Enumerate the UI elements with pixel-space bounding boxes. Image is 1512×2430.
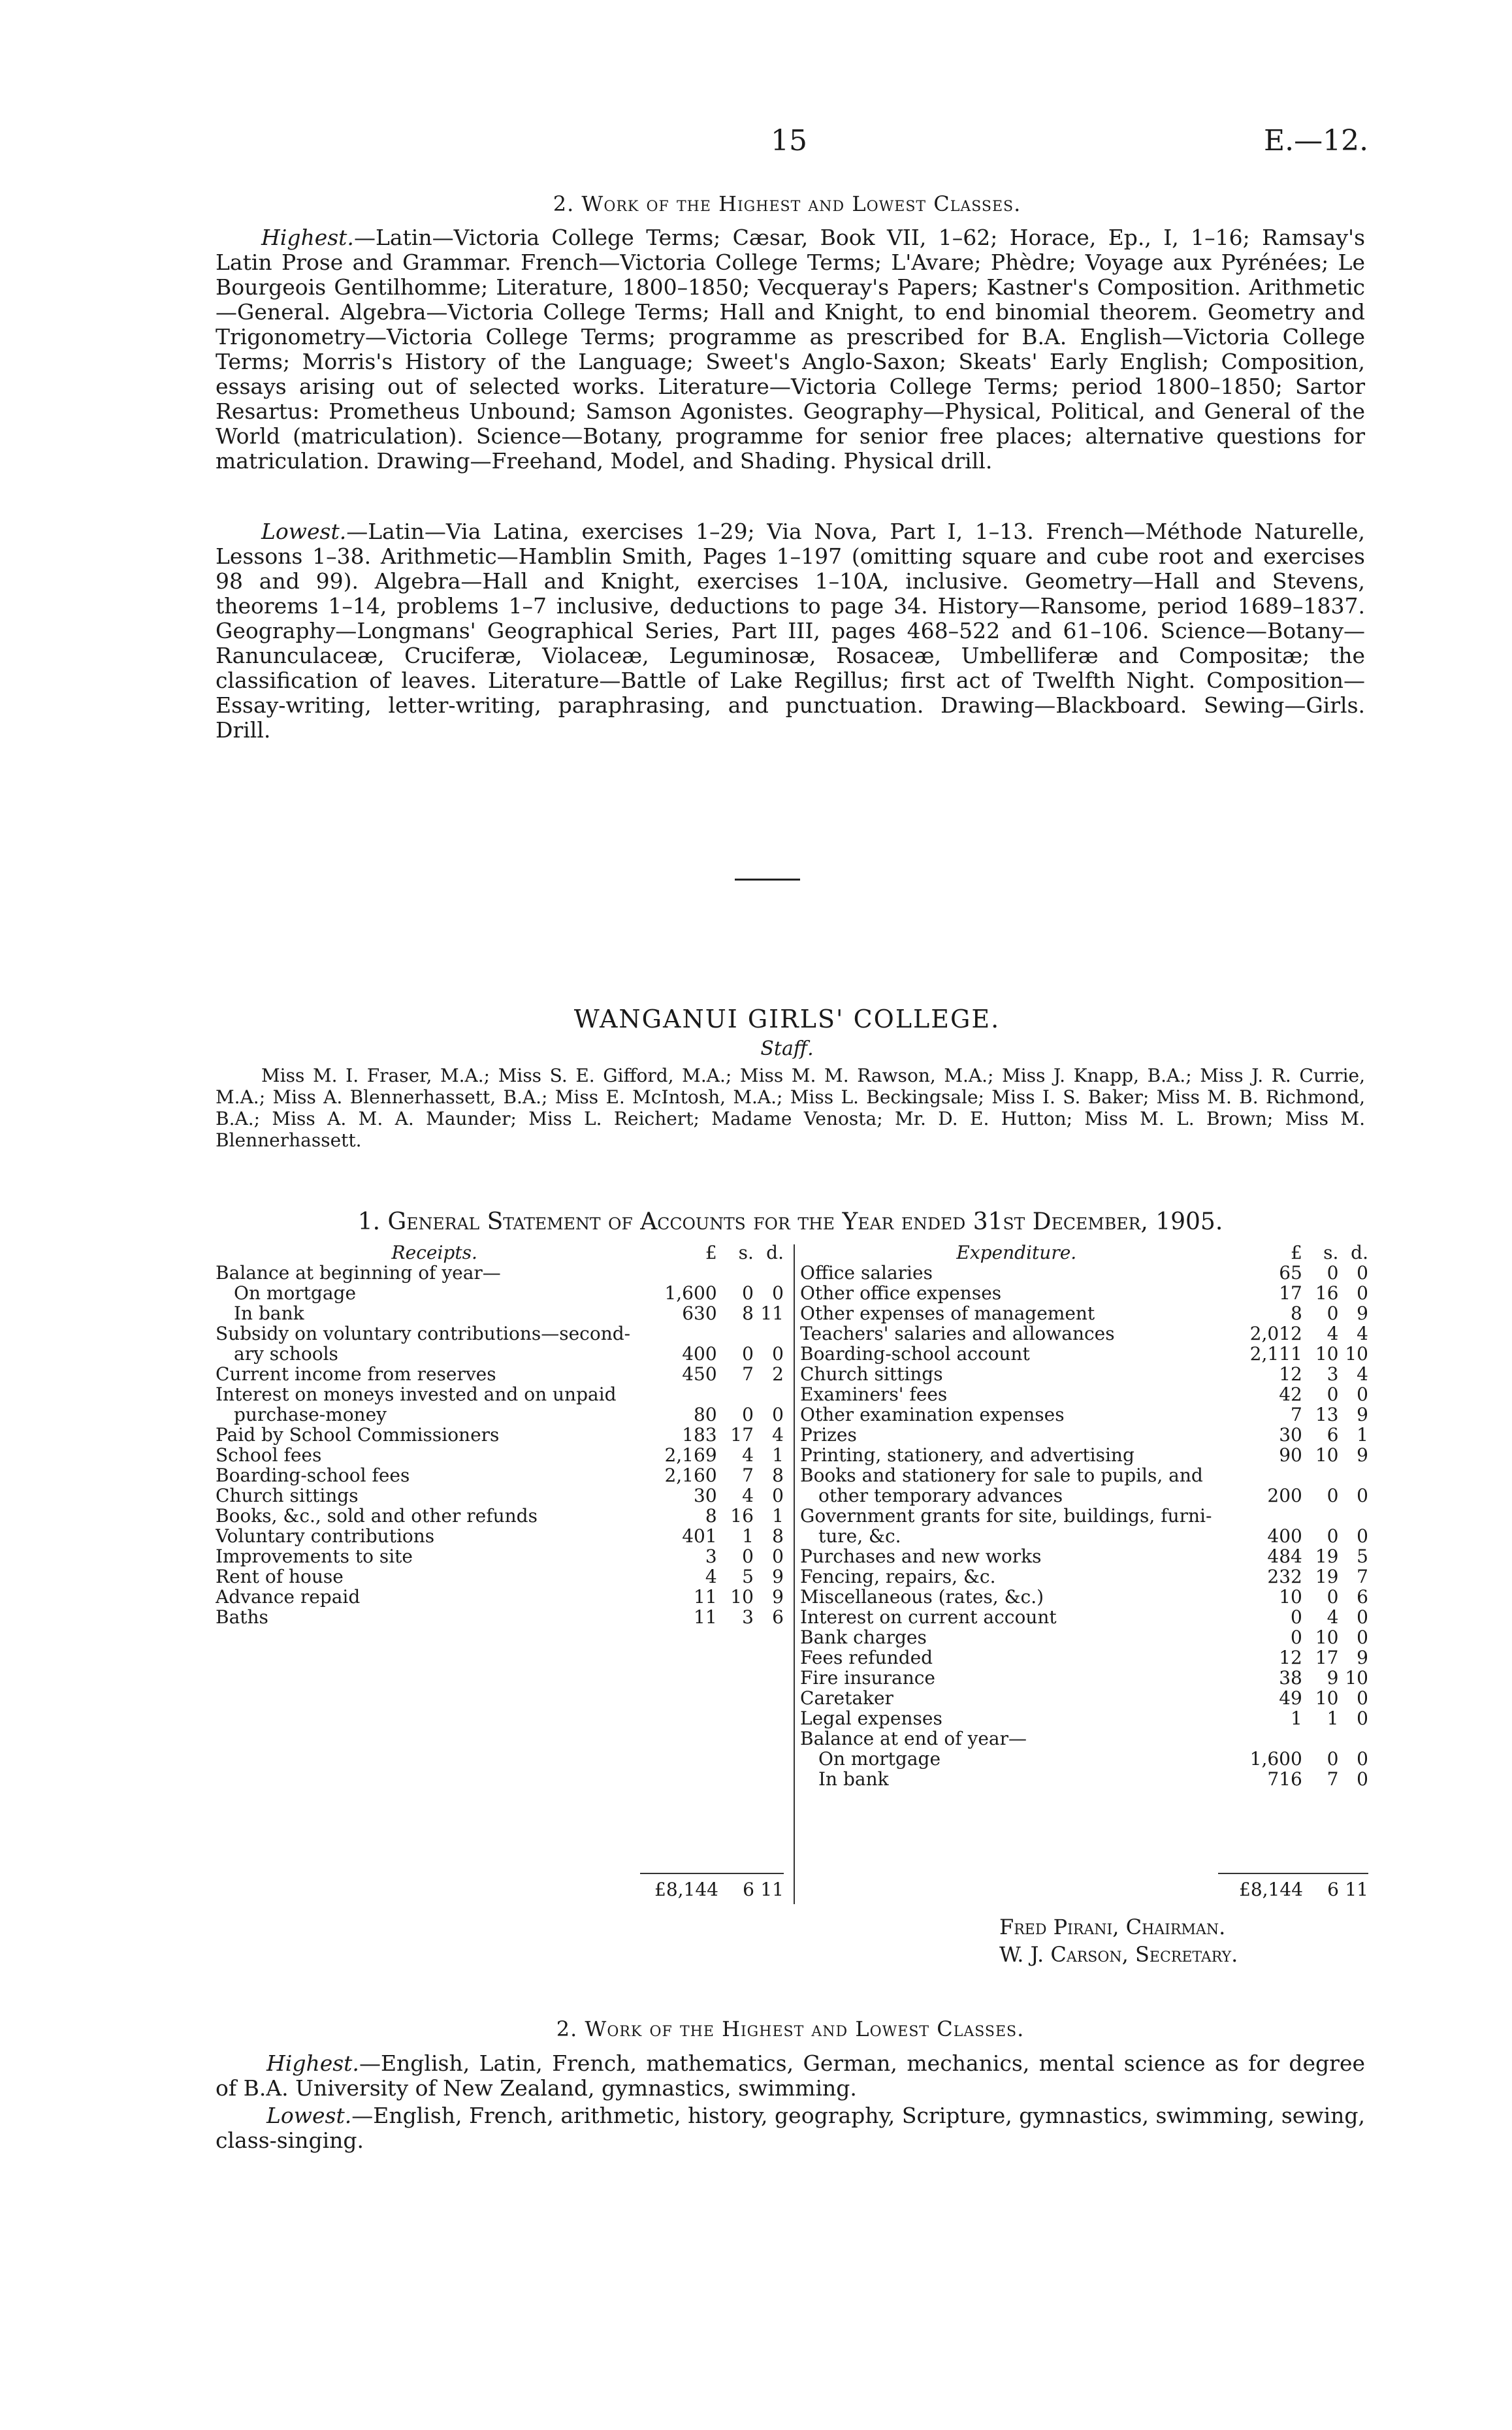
expenditure-amount-pence: 0 bbox=[1357, 1748, 1368, 1770]
accounts-title: 1. General Statement of Accounts for the Year ended 31st December, 1905. bbox=[357, 1208, 1223, 1235]
receipt-amount-pence: 8 bbox=[772, 1465, 784, 1486]
expenditure-label: Office salaries bbox=[800, 1263, 933, 1283]
receipt-amount-pounds: 1,600 bbox=[664, 1282, 717, 1304]
expenditure-total-shillings: 6 bbox=[1327, 1879, 1339, 1900]
receipt-amount-pence: 11 bbox=[760, 1303, 784, 1324]
expenditure-label: Other office expenses bbox=[800, 1283, 1002, 1303]
receipt-amount-pence: 0 bbox=[772, 1282, 784, 1304]
expenditure-row bbox=[800, 1749, 1368, 1769]
expenditure-row bbox=[800, 1283, 1368, 1303]
expenditure-amount-shillings: 10 bbox=[1315, 1343, 1339, 1365]
receipt-amount-shillings: 0 bbox=[742, 1282, 754, 1304]
receipt-amount-pence: 6 bbox=[772, 1606, 784, 1628]
receipt-row bbox=[216, 1526, 784, 1546]
receipt-amount-pounds: 450 bbox=[682, 1363, 717, 1385]
receipt-label: Boarding-school fees bbox=[216, 1465, 410, 1485]
receipt-amount-pounds: 3 bbox=[705, 1546, 717, 1567]
receipt-amount-shillings: 1 bbox=[742, 1525, 754, 1547]
highest-label: Highest. bbox=[261, 225, 354, 250]
expenditure-amount-pence: 6 bbox=[1357, 1586, 1368, 1608]
expenditure-label: Miscellaneous (rates, &c.) bbox=[800, 1587, 1044, 1607]
staff-names: Miss M. I. Fraser, M.A.; Miss S. E. Gifford, M.A.; Miss M. M. Rawson, M.A.; Miss J. Knapp, B.A.; Miss J. R. Currie, M.A.; Miss A. Blennerhassett, B.A.; Miss E. McIntosh, M.A.; Miss L. Beckingsale; Miss I. S. Baker; Miss M. B. Richmond, B.A.; Miss A. M. A. Maunder; Miss L. Reichert; Madame Venosta; Mr. D. E. Hutton; Miss M. L. Brown; Miss M. Blennerhassett. bbox=[216, 1065, 1365, 1151]
expenditure-label: Legal expenses bbox=[800, 1708, 942, 1728]
expenditure-amount-pence: 0 bbox=[1357, 1606, 1368, 1628]
expenditure-amount-pence: 0 bbox=[1357, 1768, 1368, 1790]
expenditure-row bbox=[800, 1344, 1368, 1364]
receipt-amount-pence: 9 bbox=[772, 1586, 784, 1608]
pence-header: d. bbox=[766, 1242, 784, 1263]
receipt-amount-pounds: 183 bbox=[682, 1424, 717, 1446]
expenditure-total-rule bbox=[1218, 1873, 1368, 1874]
receipt-row bbox=[216, 1384, 784, 1404]
receipt-amount-pounds bbox=[653, 1384, 716, 1404]
receipt-amount-shillings: 10 bbox=[730, 1586, 754, 1608]
expenditure-amount-pence: 9 bbox=[1357, 1303, 1368, 1324]
receipt-label: Paid by School Commissioners bbox=[216, 1425, 500, 1445]
staff-list bbox=[216, 1065, 1365, 1151]
receipt-row bbox=[216, 1506, 784, 1526]
expenditure-amount-pounds: 12 bbox=[1279, 1647, 1302, 1668]
receipt-amount-shillings: 3 bbox=[742, 1606, 754, 1628]
receipt-amount-shillings: 0 bbox=[742, 1546, 754, 1567]
college-highest-text: —English, Latin, French, mathematics, German, mechanics, mental science as for degree of B.A. University of New Zealand, gymnastics, swimming. bbox=[216, 2050, 1365, 2101]
receipt-row bbox=[216, 1425, 784, 1445]
receipts-section bbox=[216, 1242, 784, 1900]
receipt-amount-pence: 1 bbox=[772, 1444, 784, 1466]
receipt-amount-pence: 8 bbox=[772, 1525, 784, 1547]
receipt-label: Voluntary contributions bbox=[216, 1526, 435, 1546]
receipt-amount-pence: 0 bbox=[772, 1404, 784, 1425]
receipt-amount-pence: 4 bbox=[772, 1424, 784, 1446]
receipt-row bbox=[216, 1303, 784, 1323]
receipts-header: Receipts. bbox=[391, 1242, 477, 1263]
receipt-amount-pence bbox=[754, 1323, 784, 1344]
expenditure-amount-shillings bbox=[1302, 1728, 1339, 1749]
expenditure-amount-pence: 5 bbox=[1357, 1546, 1368, 1567]
expenditure-row bbox=[800, 1323, 1368, 1344]
receipts-total-row bbox=[216, 1879, 784, 1900]
expenditure-label: Teachers' salaries and allowances bbox=[800, 1323, 1115, 1344]
receipt-amount-pounds: 2,160 bbox=[664, 1465, 717, 1486]
expenditure-amount-pence: 1 bbox=[1357, 1424, 1368, 1446]
expenditure-amount-shillings: 0 bbox=[1327, 1262, 1339, 1284]
expenditure-amount-pence: 0 bbox=[1357, 1262, 1368, 1284]
expenditure-amount-pounds: 30 bbox=[1279, 1424, 1302, 1446]
expenditure-label: Fees refunded bbox=[800, 1647, 933, 1668]
expenditure-row bbox=[800, 1465, 1368, 1485]
expenditure-amount-pence bbox=[1338, 1728, 1368, 1749]
shillings-header: s. bbox=[738, 1242, 754, 1263]
receipt-amount-pounds: 8 bbox=[705, 1505, 717, 1527]
expenditure-amount-pounds: 42 bbox=[1279, 1384, 1302, 1405]
expenditure-amount-pounds: 38 bbox=[1279, 1667, 1302, 1689]
expenditure-row bbox=[800, 1708, 1368, 1728]
expenditure-label: Bank charges bbox=[800, 1627, 927, 1647]
accounts-column-divider bbox=[794, 1244, 795, 1904]
chairman-signature: Fred Pirani, Chairman. bbox=[999, 1915, 1226, 1939]
receipt-amount-pounds: 4 bbox=[705, 1566, 717, 1587]
expenditure-amount-pence bbox=[1338, 1506, 1368, 1526]
expenditure-amount-pounds: 200 bbox=[1267, 1485, 1302, 1506]
expenditure-amount-pounds: 0 bbox=[1291, 1606, 1302, 1628]
receipts-total-pounds: £8,144 bbox=[654, 1879, 718, 1900]
expenditure-row bbox=[800, 1769, 1368, 1789]
receipt-amount-shillings: 8 bbox=[742, 1303, 754, 1324]
receipt-label: Current income from reserves bbox=[216, 1364, 496, 1384]
receipt-label: Subsidy on voluntary contributions—second- bbox=[216, 1323, 631, 1344]
expenditure-label: On mortgage bbox=[818, 1749, 941, 1769]
expenditure-label: Other expenses of management bbox=[800, 1303, 1095, 1323]
expenditure-amount-pence: 0 bbox=[1357, 1384, 1368, 1405]
receipt-amount-shillings: 7 bbox=[742, 1363, 754, 1385]
exp-pence-header: d. bbox=[1351, 1242, 1368, 1263]
receipt-amount-pence: 2 bbox=[772, 1363, 784, 1385]
expenditure-amount-pounds: 0 bbox=[1291, 1627, 1302, 1648]
page-reference: E.—12. bbox=[1264, 124, 1369, 157]
expenditure-amount-pounds: 2,111 bbox=[1249, 1343, 1302, 1365]
receipt-amount-pounds: 2,169 bbox=[664, 1444, 717, 1466]
expenditure-amount-shillings: 0 bbox=[1327, 1384, 1339, 1405]
expenditure-amount-shillings: 0 bbox=[1327, 1525, 1339, 1547]
expenditure-table bbox=[800, 1242, 1368, 1789]
expenditure-amount-shillings: 10 bbox=[1315, 1687, 1339, 1709]
expenditure-amount-pounds: 17 bbox=[1279, 1282, 1302, 1304]
college-title: WANGANUI GIRLS' COLLEGE. bbox=[573, 1005, 1001, 1033]
college-lowest-label: Lowest. bbox=[266, 2103, 352, 2128]
expenditure-label: Printing, stationery, and advertising bbox=[800, 1445, 1134, 1465]
receipt-amount-pence: 1 bbox=[772, 1505, 784, 1527]
college-highest-label: Highest. bbox=[266, 2050, 359, 2076]
receipts-total-pence: 11 bbox=[760, 1879, 784, 1900]
expenditure-label: Examiners' fees bbox=[800, 1384, 948, 1404]
expenditure-label: ture, &c. bbox=[818, 1526, 901, 1546]
receipt-amount-pounds: 11 bbox=[694, 1586, 717, 1608]
expenditure-label: Fire insurance bbox=[800, 1668, 935, 1688]
staff-label: Staff. bbox=[760, 1037, 814, 1060]
expenditure-row bbox=[800, 1627, 1368, 1647]
expenditure-amount-pounds: 12 bbox=[1279, 1363, 1302, 1385]
expenditure-amount-pence: 4 bbox=[1357, 1363, 1368, 1385]
expenditure-label: Fencing, repairs, &c. bbox=[800, 1566, 996, 1587]
expenditure-label: Books and stationery for sale to pupils, and bbox=[800, 1465, 1203, 1485]
expenditure-row bbox=[800, 1425, 1368, 1445]
expenditure-row bbox=[800, 1364, 1368, 1384]
receipt-row bbox=[216, 1323, 784, 1344]
receipt-row bbox=[216, 1445, 784, 1465]
expenditure-amount-pounds: 232 bbox=[1267, 1566, 1302, 1587]
expenditure-amount-shillings: 17 bbox=[1315, 1647, 1339, 1668]
receipt-amount-pounds bbox=[653, 1263, 716, 1283]
expenditure-row bbox=[800, 1445, 1368, 1465]
expenditure-amount-pence: 0 bbox=[1357, 1282, 1368, 1304]
expenditure-row bbox=[800, 1647, 1368, 1668]
receipt-row bbox=[216, 1263, 784, 1283]
expenditure-amount-pounds: 1 bbox=[1291, 1708, 1302, 1729]
expenditure-row bbox=[800, 1506, 1368, 1526]
expenditure-section bbox=[800, 1242, 1368, 1900]
expenditure-amount-shillings: 10 bbox=[1315, 1444, 1339, 1466]
receipt-row bbox=[216, 1607, 784, 1627]
expenditure-amount-pounds bbox=[1233, 1506, 1302, 1526]
expenditure-amount-shillings: 9 bbox=[1327, 1667, 1339, 1689]
receipt-row bbox=[216, 1283, 784, 1303]
receipt-amount-shillings bbox=[717, 1384, 754, 1404]
receipt-amount-pence bbox=[754, 1384, 784, 1404]
expenditure-row bbox=[800, 1303, 1368, 1323]
expenditure-label: Other examination expenses bbox=[800, 1404, 1065, 1425]
receipt-amount-shillings: 4 bbox=[742, 1444, 754, 1466]
expenditure-row bbox=[800, 1263, 1368, 1283]
expenditure-amount-pence: 9 bbox=[1357, 1404, 1368, 1425]
expenditure-amount-pence: 0 bbox=[1357, 1687, 1368, 1709]
receipt-label: Church sittings bbox=[216, 1485, 359, 1506]
expenditure-amount-pence: 0 bbox=[1357, 1708, 1368, 1729]
receipt-row bbox=[216, 1344, 784, 1364]
expenditure-amount-shillings: 19 bbox=[1315, 1566, 1339, 1587]
receipt-label: On mortgage bbox=[234, 1283, 357, 1303]
receipt-amount-pence: 0 bbox=[772, 1546, 784, 1567]
expenditure-amount-shillings bbox=[1302, 1506, 1339, 1526]
expenditure-amount-pence: 9 bbox=[1357, 1444, 1368, 1466]
section2-heading: 2. Work of the Highest and Lowest Classes. bbox=[556, 2017, 1025, 2041]
expenditure-amount-pence bbox=[1338, 1465, 1368, 1485]
receipt-amount-pence bbox=[754, 1263, 784, 1283]
expenditure-amount-shillings: 6 bbox=[1327, 1424, 1339, 1446]
receipt-label: Balance at beginning of year— bbox=[216, 1263, 501, 1283]
expenditure-amount-pence: 10 bbox=[1345, 1343, 1368, 1365]
expenditure-total-pounds: £8,144 bbox=[1239, 1879, 1303, 1900]
receipt-amount-shillings: 4 bbox=[742, 1485, 754, 1506]
expenditure-amount-pounds: 8 bbox=[1291, 1303, 1302, 1324]
receipt-label: ary schools bbox=[234, 1344, 338, 1364]
expenditure-amount-pounds: 400 bbox=[1267, 1525, 1302, 1547]
expenditure-amount-pounds: 7 bbox=[1291, 1404, 1302, 1425]
expenditure-amount-shillings: 10 bbox=[1315, 1627, 1339, 1648]
expenditure-label: Caretaker bbox=[800, 1688, 893, 1708]
receipt-amount-pounds: 11 bbox=[694, 1606, 717, 1628]
expenditure-amount-pounds: 716 bbox=[1267, 1768, 1302, 1790]
expenditure-amount-pence: 4 bbox=[1357, 1323, 1368, 1344]
receipt-label: School fees bbox=[216, 1445, 322, 1465]
receipt-label: Advance repaid bbox=[216, 1587, 361, 1607]
expenditure-amount-pounds bbox=[1233, 1465, 1302, 1485]
lowest-classes-paragraph bbox=[216, 519, 1365, 743]
expenditure-amount-shillings: 3 bbox=[1327, 1363, 1339, 1385]
receipt-amount-pounds: 80 bbox=[694, 1404, 717, 1425]
expenditure-amount-pence: 0 bbox=[1357, 1627, 1368, 1648]
receipt-amount-pounds bbox=[653, 1323, 716, 1344]
expenditure-amount-pounds: 65 bbox=[1279, 1262, 1302, 1284]
expenditure-row bbox=[800, 1566, 1368, 1587]
exp-shillings-header: s. bbox=[1323, 1242, 1339, 1263]
expenditure-label: other temporary advances bbox=[818, 1485, 1063, 1506]
receipt-amount-shillings bbox=[717, 1323, 754, 1344]
section-heading: 2. Work of the Highest and Lowest Classes. bbox=[553, 191, 1021, 216]
highest-text: —Latin—Victoria College Terms; Cæsar, Book VII, 1–62; Horace, Ep., I, 1–16; Ramsay's Latin Prose and Grammar. French—Victoria College Terms; L'Avare; Phèdre; Voyage aux Pyrénées; Le Bourgeois Gentilhomme; Literature, 1800–1850; Vecqueray's Papers; Kastner's Composition. Arithmetic—General. Algebra—Victoria College Terms; Hall and Knight, to end binomial theorem. Geometry and Trigonometry—Victoria College Terms; programme as prescribed for B.A. English—Victoria College Terms; Morris's History of the Language; Sweet's Anglo-Saxon; Skeats' Early English; Composition, essays arising out of selected works. Literature—Victoria College Terms; period 1800–1850; Sartor Resartus: Prometheus Unbound; Samson Agonistes. Geography—Physical, Political, and General of the World (matriculation). Science—Botany, programme for senior free places; alternative questions for matriculation. Drawing—Freehand, Model, and Shading. Physical drill. bbox=[216, 225, 1365, 474]
page-number: 15 bbox=[771, 124, 807, 157]
expenditure-amount-shillings: 13 bbox=[1315, 1404, 1339, 1425]
expenditure-row bbox=[800, 1728, 1368, 1749]
receipt-row bbox=[216, 1546, 784, 1566]
receipt-amount-pence: 0 bbox=[772, 1343, 784, 1365]
receipt-amount-shillings: 0 bbox=[742, 1404, 754, 1425]
receipt-row bbox=[216, 1566, 784, 1587]
expenditure-amount-pence: 7 bbox=[1357, 1566, 1368, 1587]
highest-classes-paragraph bbox=[216, 225, 1365, 474]
expenditure-amount-shillings: 4 bbox=[1327, 1606, 1339, 1628]
expenditure-total-row bbox=[800, 1879, 1368, 1900]
expenditure-label: In bank bbox=[818, 1769, 889, 1789]
expenditure-row bbox=[800, 1546, 1368, 1566]
receipt-amount-pounds: 400 bbox=[682, 1343, 717, 1365]
expenditure-amount-shillings: 0 bbox=[1327, 1586, 1339, 1608]
expenditure-amount-pounds: 49 bbox=[1279, 1687, 1302, 1709]
receipt-label: Rent of house bbox=[216, 1566, 344, 1587]
receipt-amount-pounds: 30 bbox=[694, 1485, 717, 1506]
expenditure-row bbox=[800, 1688, 1368, 1708]
expenditure-amount-pence: 9 bbox=[1357, 1647, 1368, 1668]
expenditure-label: Balance at end of year— bbox=[800, 1728, 1027, 1749]
expenditure-row bbox=[800, 1485, 1368, 1506]
receipts-table bbox=[216, 1242, 784, 1627]
receipt-amount-shillings: 5 bbox=[742, 1566, 754, 1587]
receipt-label: In bank bbox=[234, 1303, 304, 1323]
expenditure-label: Purchases and new works bbox=[800, 1546, 1042, 1566]
receipts-total-shillings: 6 bbox=[743, 1879, 754, 1900]
expenditure-label: Interest on current account bbox=[800, 1607, 1057, 1627]
receipt-label: Interest on moneys invested and on unpaid bbox=[216, 1384, 617, 1404]
expenditure-total-pence: 11 bbox=[1345, 1879, 1368, 1900]
secretary-signature: W. J. Carson, Secretary. bbox=[999, 1942, 1238, 1967]
expenditure-amount-shillings: 0 bbox=[1327, 1485, 1339, 1506]
receipt-amount-shillings: 17 bbox=[730, 1424, 754, 1446]
receipt-row bbox=[216, 1485, 784, 1506]
expenditure-amount-shillings bbox=[1302, 1465, 1339, 1485]
expenditure-amount-pounds: 1,600 bbox=[1249, 1748, 1302, 1770]
expenditure-row bbox=[800, 1404, 1368, 1425]
expenditure-header: Expenditure. bbox=[956, 1242, 1077, 1263]
receipt-row bbox=[216, 1465, 784, 1485]
receipt-label: Baths bbox=[216, 1607, 268, 1627]
receipt-amount-shillings bbox=[717, 1263, 754, 1283]
receipt-amount-pounds: 630 bbox=[682, 1303, 717, 1324]
expenditure-amount-shillings: 4 bbox=[1327, 1323, 1339, 1344]
receipt-amount-pounds: 401 bbox=[682, 1525, 717, 1547]
receipt-label: Books, &c., sold and other refunds bbox=[216, 1506, 538, 1526]
lowest-label: Lowest. bbox=[261, 519, 347, 544]
receipt-label: Improvements to site bbox=[216, 1546, 413, 1566]
receipt-row bbox=[216, 1364, 784, 1384]
receipt-row bbox=[216, 1587, 784, 1607]
expenditure-amount-shillings: 1 bbox=[1327, 1708, 1339, 1729]
pounds-header: £ bbox=[705, 1242, 717, 1263]
college-lowest-paragraph bbox=[216, 2103, 1365, 2153]
receipt-row bbox=[216, 1404, 784, 1425]
expenditure-row bbox=[800, 1607, 1368, 1627]
college-highest-paragraph bbox=[216, 2051, 1365, 2101]
lowest-text: —Latin—Via Latina, exercises 1–29; Via Nova, Part I, 1–13. French—Méthode Naturelle, Lessons 1–38. Arithmetic—Hamblin Smith, Pages 1–197 (omitting square and cube root and exercises 98 and 99). Algebra—Hall and Knight, exercises 1–10A, inclusive. Geometry—Hall and Stevens, theorems 1–14, problems 1–7 inclusive, deductions to page 34. History—Ransome, period 1689–1837. Geography—Longmans' Geographical Series, Part III, pages 468–522 and 61–106. Science—Botany—Ranunculaceæ, Cruciferæ, Violaceæ, Leguminosæ, Rosaceæ, Umbelliferæ and Compositæ; the classification of leaves. Literature—Battle of Lake Regillus; first act of Twelfth Night. Composition—Essay-writing, letter-writing, paraphrasing, and punctuation. Drawing—Blackboard. Sewing—Girls. Drill. bbox=[216, 519, 1365, 743]
expenditure-amount-pounds: 2,012 bbox=[1249, 1323, 1302, 1344]
expenditure-amount-pounds bbox=[1233, 1728, 1302, 1749]
college-lowest-text: —English, French, arithmetic, history, geography, Scripture, gymnastics, swimming, sewing, class-singing. bbox=[216, 2103, 1365, 2153]
expenditure-amount-pounds: 10 bbox=[1279, 1586, 1302, 1608]
expenditure-label: Government grants for site, buildings, furni- bbox=[800, 1506, 1212, 1526]
expenditure-amount-shillings: 19 bbox=[1315, 1546, 1339, 1567]
expenditure-amount-shillings: 0 bbox=[1327, 1303, 1339, 1324]
expenditure-row bbox=[800, 1526, 1368, 1546]
exp-pounds-header: £ bbox=[1291, 1242, 1302, 1263]
expenditure-row bbox=[800, 1668, 1368, 1688]
expenditure-label: Boarding-school account bbox=[800, 1344, 1030, 1364]
receipts-total-rule bbox=[640, 1873, 784, 1874]
expenditure-label: Prizes bbox=[800, 1425, 857, 1445]
expenditure-amount-pence: 0 bbox=[1357, 1485, 1368, 1506]
expenditure-amount-shillings: 0 bbox=[1327, 1748, 1339, 1770]
receipt-amount-pence: 0 bbox=[772, 1485, 784, 1506]
expenditure-amount-pounds: 90 bbox=[1279, 1444, 1302, 1466]
receipt-amount-shillings: 0 bbox=[742, 1343, 754, 1365]
expenditure-label: Church sittings bbox=[800, 1364, 943, 1384]
expenditure-amount-shillings: 7 bbox=[1327, 1768, 1339, 1790]
expenditure-amount-pence: 0 bbox=[1357, 1525, 1368, 1547]
expenditure-row bbox=[800, 1384, 1368, 1404]
receipt-amount-shillings: 16 bbox=[730, 1505, 754, 1527]
receipt-amount-shillings: 7 bbox=[742, 1465, 754, 1486]
expenditure-amount-pence: 10 bbox=[1345, 1667, 1368, 1689]
expenditure-row bbox=[800, 1587, 1368, 1607]
section-divider bbox=[735, 879, 800, 881]
receipt-amount-pence: 9 bbox=[772, 1566, 784, 1587]
receipt-label: purchase-money bbox=[234, 1404, 387, 1425]
expenditure-amount-pounds: 484 bbox=[1267, 1546, 1302, 1567]
expenditure-amount-shillings: 16 bbox=[1315, 1282, 1339, 1304]
